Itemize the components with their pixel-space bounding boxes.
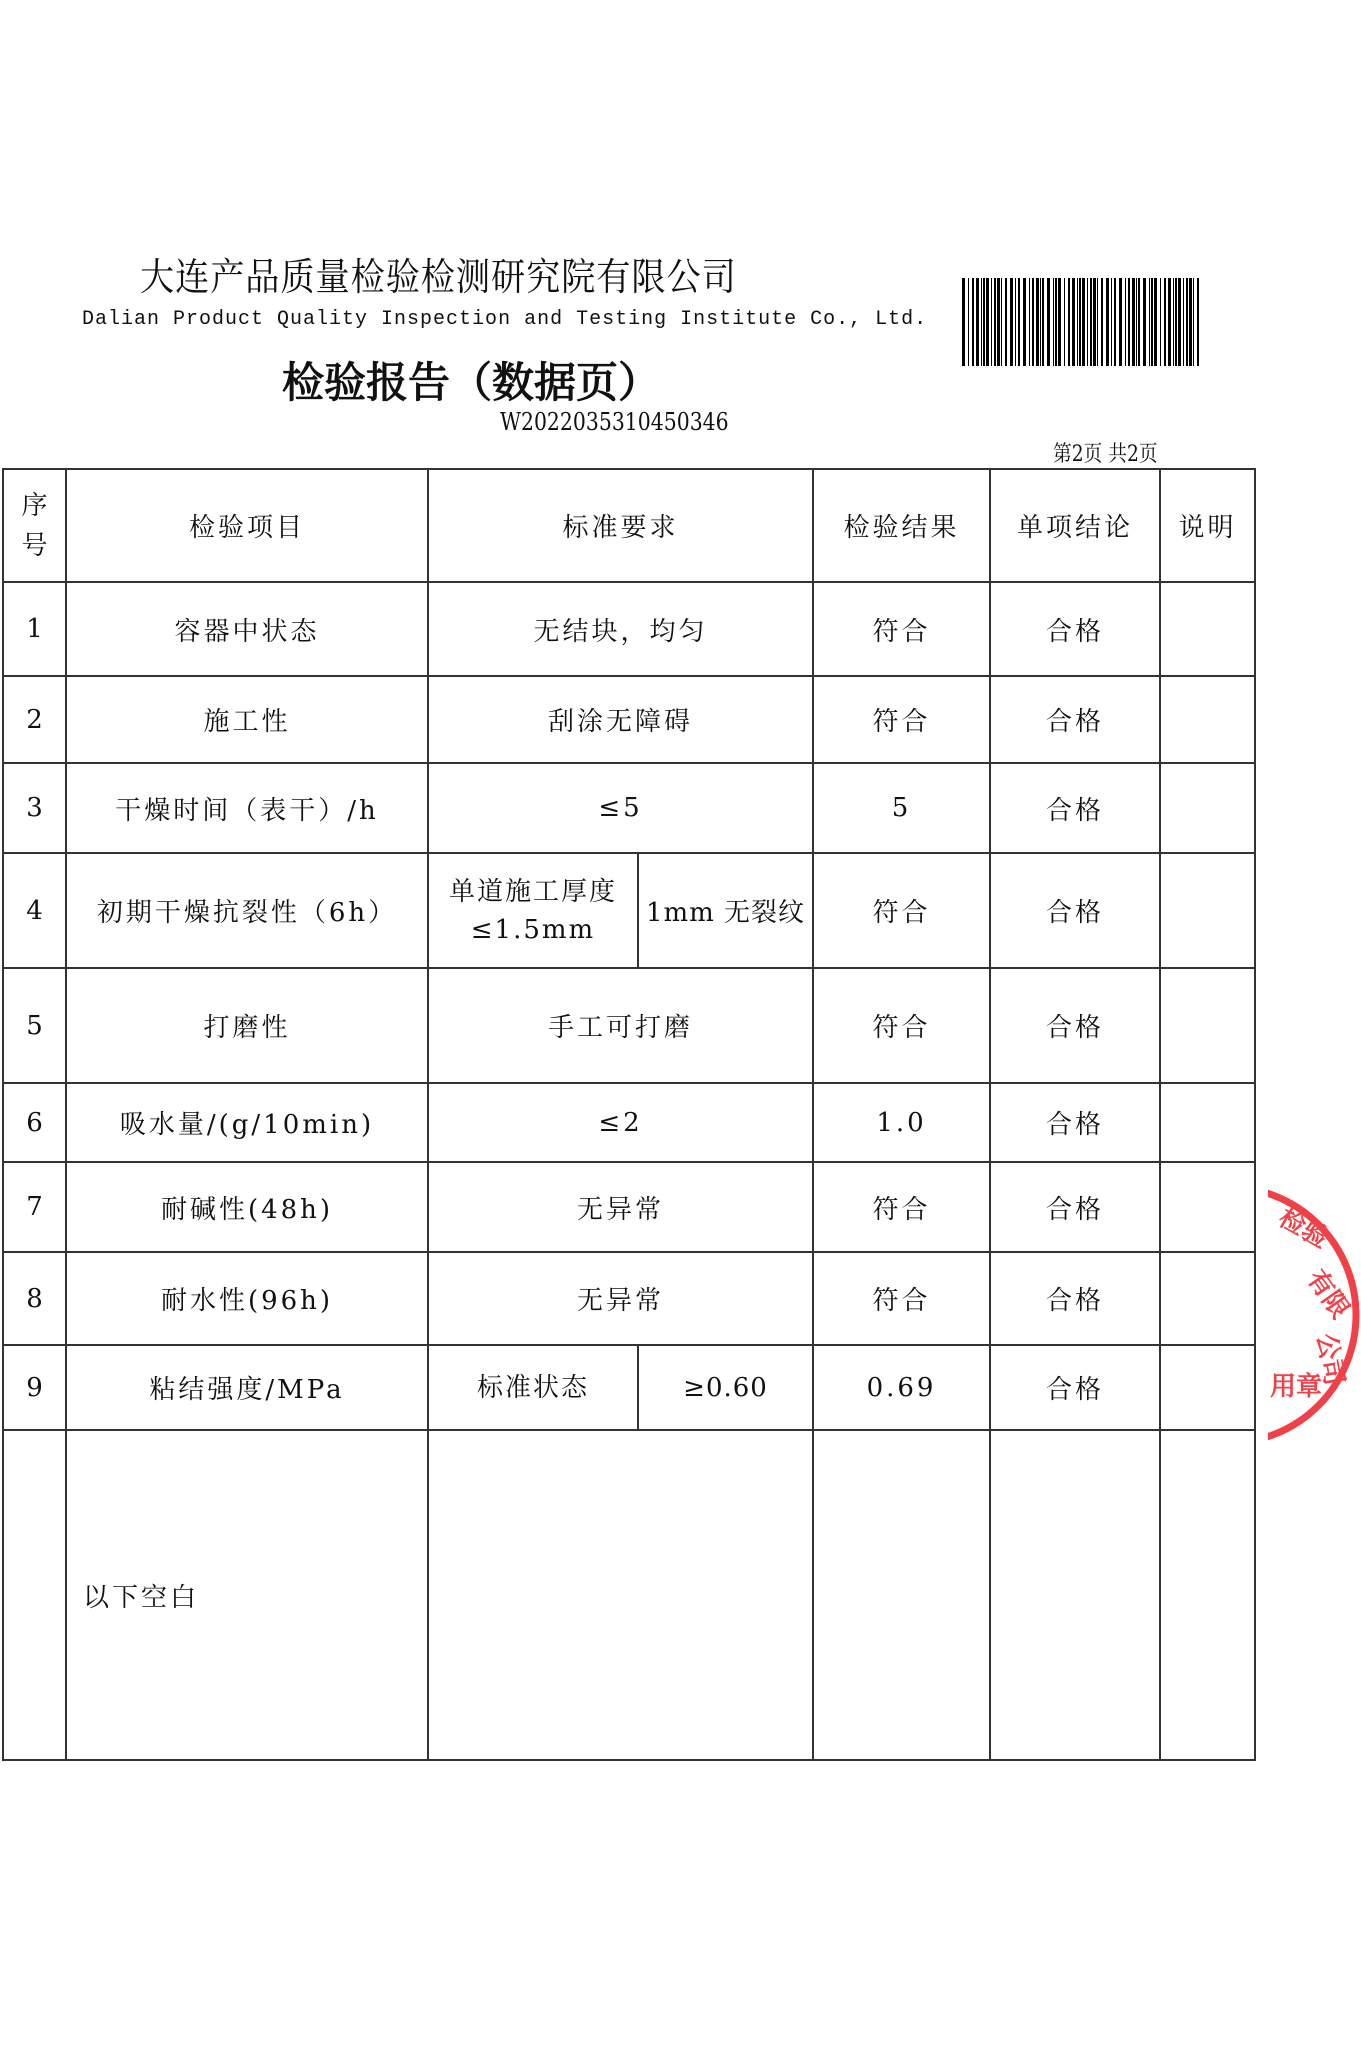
row-item: 容器中状态 — [66, 582, 428, 676]
report-title: 检验报告（数据页） — [282, 358, 661, 407]
barcode-bar — [1143, 278, 1146, 366]
row-verdict: 合格 — [990, 968, 1160, 1083]
barcode-bar — [1055, 278, 1057, 366]
barcode-bar — [1064, 278, 1065, 366]
row-result: 符合 — [813, 968, 990, 1083]
barcode-bar — [1082, 278, 1085, 366]
barcode-bar — [1001, 278, 1002, 366]
row-result: 0.69 — [813, 1345, 990, 1430]
row-result: 5 — [813, 763, 990, 853]
header-no: 序号 — [3, 469, 66, 582]
inspection-table — [2, 468, 1256, 1761]
row-no: 1 — [3, 582, 66, 676]
barcode-bar — [1029, 278, 1030, 366]
table-row — [3, 1252, 1255, 1345]
barcode-bar — [1053, 278, 1054, 366]
barcode-bar — [1093, 278, 1096, 366]
row-verdict: 合格 — [990, 1083, 1160, 1162]
barcode-bar — [1164, 278, 1166, 366]
row-result: 符合 — [813, 1252, 990, 1345]
barcode-bar — [1178, 278, 1181, 366]
barcode-bar — [1197, 278, 1199, 366]
row-requirement: 无结块，均匀 — [428, 582, 813, 676]
header-item: 检验项目 — [66, 469, 428, 582]
company-seal — [1268, 1170, 1361, 1460]
header-verdict: 单项结论 — [990, 469, 1160, 582]
row-verdict: 合格 — [990, 582, 1160, 676]
barcode-bar — [1068, 278, 1070, 366]
barcode-bar — [1183, 278, 1184, 366]
page-number: 第2页 共2页 — [1053, 442, 1158, 467]
row-verdict: 合格 — [990, 1252, 1160, 1345]
barcode-bar — [994, 278, 996, 366]
row-no: 7 — [3, 1162, 66, 1252]
barcode-bar — [983, 278, 985, 366]
barcode-bar — [962, 278, 965, 366]
barcode-bar — [1168, 278, 1171, 366]
barcode-bar — [1047, 278, 1050, 366]
blank-note: 以下空白 — [66, 1430, 428, 1760]
row-requirement: 无异常 — [428, 1252, 813, 1345]
table-row — [3, 763, 1255, 853]
row-requirement-value: ≥0.60 — [638, 1345, 813, 1430]
row-note — [1160, 968, 1255, 1083]
barcode-bar — [1136, 278, 1137, 366]
row-item: 初期干燥抗裂性（6h） — [66, 853, 428, 968]
svg-text:有限: 有限 — [1300, 1264, 1356, 1325]
barcode-bar — [1151, 278, 1153, 366]
svg-text:用章: 用章 — [1270, 1372, 1323, 1402]
row-result: 符合 — [813, 1162, 990, 1252]
barcode-bar — [1018, 278, 1020, 366]
table-header-row — [3, 469, 1255, 582]
barcode-bar — [1128, 278, 1130, 366]
barcode-bar — [1010, 278, 1013, 366]
barcode-bar — [1005, 278, 1007, 366]
barcode-bar — [1160, 278, 1161, 366]
barcode-bar — [1042, 278, 1044, 366]
row-note — [1160, 1083, 1255, 1162]
row-note — [1160, 1345, 1255, 1430]
barcode-bar — [1079, 278, 1081, 366]
table-row — [3, 1345, 1255, 1430]
row-requirement-condition: 标准状态 — [428, 1345, 638, 1430]
barcode — [962, 278, 1202, 366]
barcode-bar — [1090, 278, 1092, 366]
barcode-bar — [1111, 278, 1112, 366]
report-number: W2022035310450346 — [500, 408, 729, 436]
barcode-bar — [1036, 278, 1039, 366]
row-verdict: 合格 — [990, 676, 1160, 763]
header-requirement: 标准要求 — [428, 469, 813, 582]
barcode-bar — [1149, 278, 1150, 366]
row-no: 9 — [3, 1345, 66, 1430]
barcode-bar — [1058, 278, 1061, 366]
barcode-bar — [1132, 278, 1135, 366]
barcode-bar — [991, 278, 992, 366]
table-row — [3, 1083, 1255, 1162]
barcode-bar — [986, 278, 989, 366]
row-no: 8 — [3, 1252, 66, 1345]
row-result: 符合 — [813, 853, 990, 968]
barcode-bar — [1106, 278, 1109, 366]
row-result: 符合 — [813, 582, 990, 676]
barcode-bar — [1015, 278, 1016, 366]
row-requirement: 手工可打磨 — [428, 968, 813, 1083]
barcode-bar — [1173, 278, 1174, 366]
row-note — [1160, 1252, 1255, 1345]
table-row — [3, 676, 1255, 763]
row-item: 施工性 — [66, 676, 428, 763]
row-item: 粘结强度/MPa — [66, 1345, 428, 1430]
row-requirement: ≤5 — [428, 763, 813, 853]
barcode-bar — [1189, 278, 1192, 366]
svg-text:公司: 公司 — [1310, 1331, 1350, 1388]
barcode-bar — [1154, 278, 1157, 366]
row-note — [1160, 763, 1255, 853]
barcode-bar — [1193, 278, 1194, 366]
barcode-bar — [1119, 278, 1122, 366]
row-note — [1160, 853, 1255, 968]
row-item: 打磨性 — [66, 968, 428, 1083]
barcode-bar — [1138, 278, 1140, 366]
row-verdict: 合格 — [990, 763, 1160, 853]
barcode-bar — [1097, 278, 1098, 366]
row-note — [1160, 1162, 1255, 1252]
barcode-bar — [1087, 278, 1088, 366]
table-row — [3, 968, 1255, 1083]
row-no: 5 — [3, 968, 66, 1083]
row-no: 6 — [3, 1083, 66, 1162]
table-row — [3, 853, 1255, 968]
row-requirement-value: 1mm 无裂纹 — [638, 853, 813, 968]
barcode-bar — [1101, 278, 1103, 366]
barcode-bar — [968, 278, 969, 366]
row-note — [1160, 676, 1255, 763]
row-item: 耐水性(96h) — [66, 1252, 428, 1345]
row-item: 吸水量/(g/10min) — [66, 1083, 428, 1162]
table-row — [3, 1162, 1255, 1252]
row-verdict: 合格 — [990, 1345, 1160, 1430]
row-requirement: 刮涂无障碍 — [428, 676, 813, 763]
row-result: 符合 — [813, 676, 990, 763]
row-item: 耐碱性(48h) — [66, 1162, 428, 1252]
barcode-bar — [1023, 278, 1026, 366]
barcode-bar — [1175, 278, 1177, 366]
company-name-en: Dalian Product Quality Inspection and Testing Institute Co., Ltd. — [82, 308, 928, 331]
barcode-bar — [1077, 278, 1078, 366]
row-requirement-condition: 单道施工厚度≤1.5mm — [428, 853, 638, 968]
row-verdict: 合格 — [990, 1162, 1160, 1252]
blank-row — [3, 1430, 1255, 1760]
barcode-bar — [976, 278, 979, 366]
barcode-bar — [1040, 278, 1041, 366]
barcode-bar — [972, 278, 974, 366]
barcode-bar — [1125, 278, 1126, 366]
row-no: 3 — [3, 763, 66, 853]
barcode-bar — [981, 278, 982, 366]
header-note: 说明 — [1160, 469, 1255, 582]
barcode-bar — [1114, 278, 1116, 366]
row-item: 干燥时间（表干）/h — [66, 763, 428, 853]
row-requirement: ≤2 — [428, 1083, 813, 1162]
row-verdict: 合格 — [990, 853, 1160, 968]
row-note — [1160, 582, 1255, 676]
row-no: 4 — [3, 853, 66, 968]
row-result: 1.0 — [813, 1083, 990, 1162]
svg-text:检验: 检验 — [1273, 1202, 1334, 1255]
header-result: 检验结果 — [813, 469, 990, 582]
barcode-bar — [1186, 278, 1188, 366]
table-row — [3, 582, 1255, 676]
row-no: 2 — [3, 676, 66, 763]
row-requirement: 无异常 — [428, 1162, 813, 1252]
barcode-bar — [997, 278, 1000, 366]
barcode-bar — [1072, 278, 1075, 366]
company-name-cn: 大连产品质量检验检测研究院有限公司 — [140, 255, 737, 299]
barcode-bar — [1032, 278, 1034, 366]
